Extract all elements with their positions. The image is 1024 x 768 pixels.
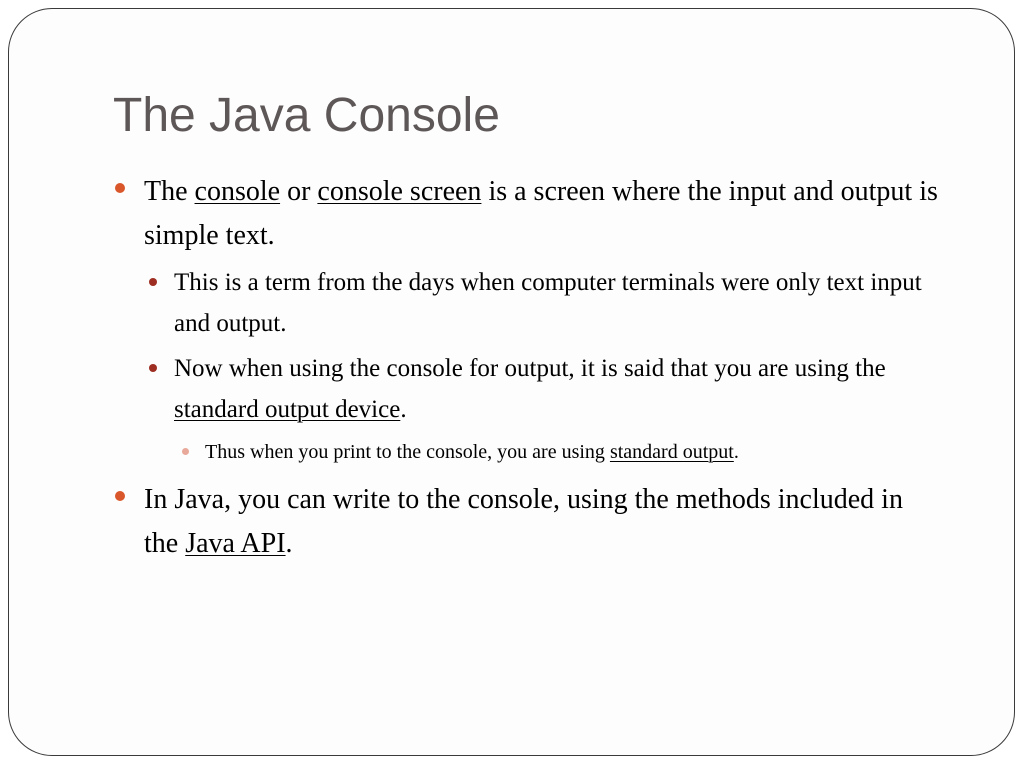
slide-body [113, 170, 943, 566]
term-standard-output: standard output [609, 441, 734, 463]
bullet-dot-icon [182, 448, 189, 455]
bullet-dot-icon [149, 364, 157, 372]
bullet-dot-icon [115, 491, 125, 501]
bullet-java-api: In Java, you can write to the console, using the methods included in the Java API. [113, 478, 943, 566]
sub-bullet-term-origin: This is a term from the days when computer terminals were only text input and output. [144, 262, 943, 344]
term-java-api: Java API [185, 528, 286, 559]
sub-bullet-standard-output-device: Now when using the console for output, it is said that you are using the standard output device. [144, 348, 943, 430]
term-console: console [194, 176, 281, 207]
bullet-console-definition: The console or console screen is a screen where the input and output is simple text. [113, 170, 943, 258]
term-standard-output-device: standard output device [174, 396, 401, 423]
sub-sub-bullet-standard-output: Thus when you print to the console, you are using standard output. [174, 434, 943, 470]
slide-title: The Java Console [113, 89, 500, 142]
term-console-screen: console screen [317, 176, 482, 207]
bullet-dot-icon [149, 278, 157, 286]
bullet-dot-icon [115, 183, 125, 193]
